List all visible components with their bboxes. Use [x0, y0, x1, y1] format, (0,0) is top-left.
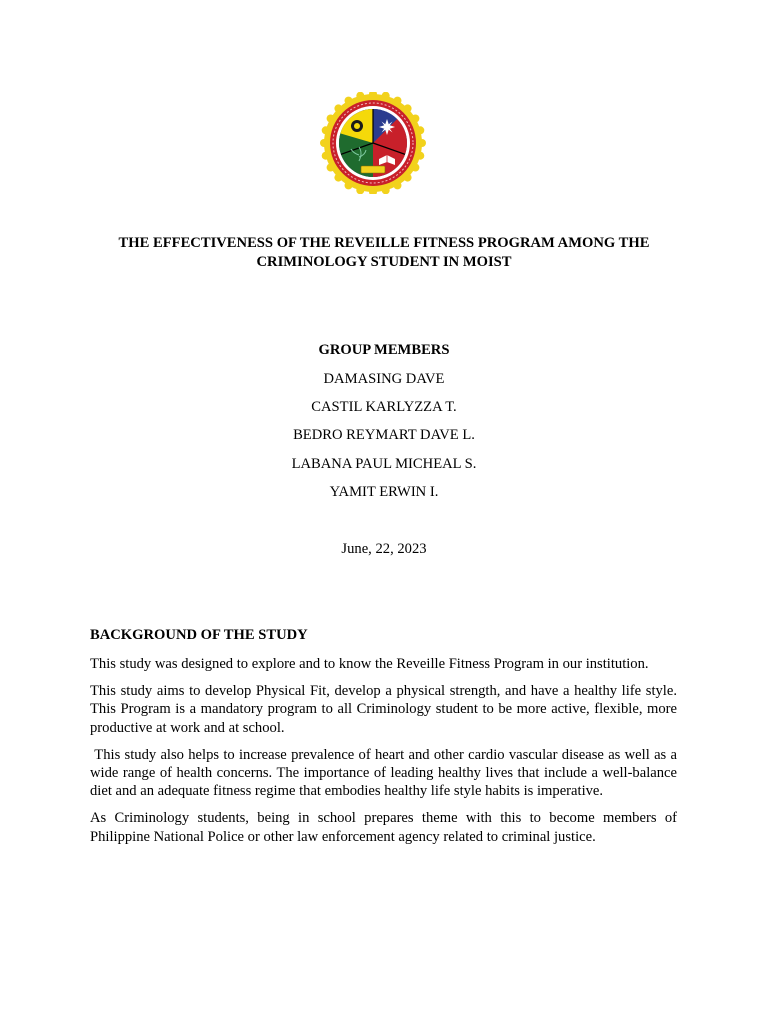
paragraph: This study aims to develop Physical Fit, develop a physical strength, and have a healthy life style. This Program is a mandatory program to all Criminology student to be more active, flexible, more productive at work and at school.	[90, 683, 677, 736]
member-name: LABANA PAUL MICHEAL S.	[291, 455, 477, 472]
paragraph: This study also helps to increase prevalence of heart and other cardio vascular disease as well as a wide range of health concerns. The importance of leading healthy lives that include a well-balance diet and an adequate fitness regime that embodies healthy life style habits is imperative.	[90, 746, 681, 800]
document-title: THE EFFECTIVENESS OF THE REVEILLE FITNESS PROGRAM AMONG THE CRIMINOLOGY STUDENT IN MOIST	[118, 235, 650, 270]
document-date: June, 22, 2023	[341, 541, 427, 557]
member-name: YAMIT ERWIN I.	[329, 483, 439, 500]
member-name: DAMASING DAVE	[323, 371, 445, 387]
school-seal-icon	[317, 92, 429, 194]
member-name: BEDRO REYMART DAVE L.	[293, 427, 475, 444]
member-list	[90, 369, 678, 510]
paragraph: This study was designed to explore and to know the Reveille Fitness Program in our institution.	[90, 656, 649, 672]
paragraph: As Criminology students, being in school prepares theme with this to become members of Philippine National Police or other law enforcement agency related to criminal justice.	[90, 810, 677, 845]
group-members-heading: GROUP MEMBERS	[318, 342, 450, 358]
member-name: CASTIL KARLYZZA T.	[311, 399, 457, 416]
background-heading: BACKGROUND OF THE STUDY	[90, 627, 308, 643]
background-section	[90, 626, 681, 855]
group-members-section	[90, 340, 678, 510]
